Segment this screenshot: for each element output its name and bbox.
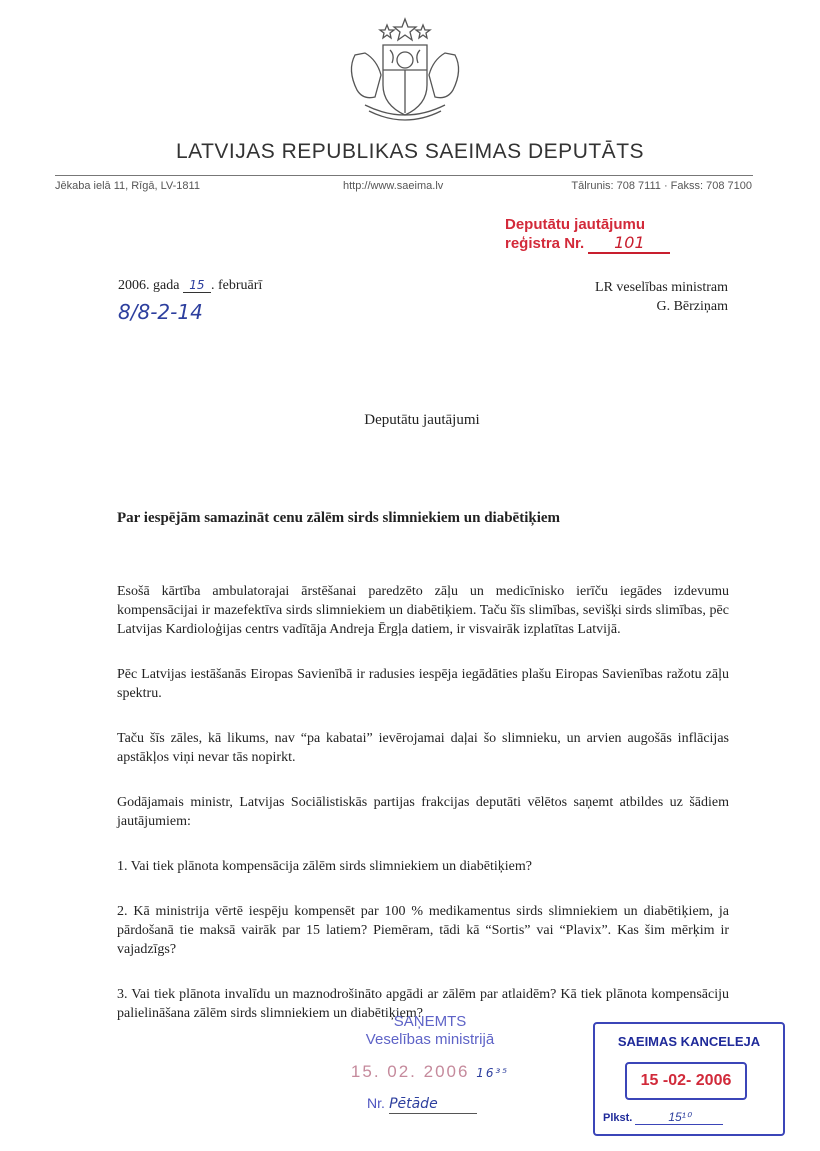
received-stamp-date: 15. 02. 2006: [350, 1062, 470, 1081]
addressee-line1: LR veselības ministram: [595, 280, 728, 295]
paragraph: Godājamais ministr, Latvijas Sociālistiskās partijas frakcijas deputāti vēlētos saņemt atbildes uz šādiem jautājumiem:: [117, 795, 729, 829]
document-subject: Par iespējām samazināt cenu zālēm sirds slimniekiem un diabētiķiem: [117, 510, 561, 526]
registry-line2: reģistra Nr.: [505, 235, 585, 252]
addressee-line2: G. Bērziņam: [656, 299, 728, 314]
received-stamp-nr-row: [345, 1094, 515, 1114]
letterhead-phone-fax: Tālrunis: 708 7111 · Fakss: 708 7100: [571, 180, 752, 192]
question-2: 2. Kā ministrija vērtē iespēju kompensēt par 100 % medikamentus sirds slimniekiem un diabētiķiem, ja pārdošanā tie maksā vairāk par 15 latiem? Piemēram, tādi kā “Sortis” vai “Plavix”. Kas šim mērķim ir vajadzīgs?: [117, 904, 729, 957]
coat-of-arms-emblem: [335, 15, 475, 135]
registry-number: 101: [588, 234, 670, 254]
date-day: 15: [183, 278, 211, 293]
saeima-chancellery-stamp: [593, 1022, 785, 1136]
letter-body: [117, 582, 729, 1049]
received-stamp-nr-value: Pētāde: [389, 1095, 477, 1114]
chancellery-stamp-time-label: Plkst.: [603, 1112, 633, 1124]
chancellery-stamp-time-row: [603, 1110, 723, 1125]
received-stamp-date-row: [345, 1063, 515, 1082]
received-stamp-line1: SAŅEMTS: [393, 1013, 467, 1030]
registry-line2-row: [505, 234, 705, 254]
chancellery-stamp-title: SAEIMAS KANCELEJA: [617, 1034, 761, 1049]
chancellery-stamp-date: 15 -02- 2006: [625, 1062, 747, 1100]
letterhead-title: LATVIJAS REPUBLIKAS SAEIMAS DEPUTĀTS: [175, 140, 645, 163]
question-1: 1. Vai tiek plānota kompensācija zālēm sirds slimniekiem un diabētiķiem?: [117, 859, 532, 874]
chancellery-stamp-time-value: 15¹⁰: [635, 1110, 723, 1125]
letterhead-website: http://www.saeima.lv: [343, 180, 444, 192]
paragraph: Taču šīs zāles, kā likums, nav “pa kabatai” ievērojamai daļai šo slimnieku, un arvien augošās inflācijas apstākļos viņi nevar tās nopirkt.: [117, 731, 729, 765]
letterhead-address: Jēkaba ielā 11, Rīgā, LV-1811: [55, 180, 200, 192]
registry-line1: Deputātu jautājumu: [505, 216, 646, 233]
received-stamp: [345, 1013, 515, 1114]
registry-stamp: [505, 216, 705, 254]
document-heading: Deputātu jautājumi: [364, 412, 480, 428]
addressee: [595, 278, 728, 316]
date-suffix: . februārī: [210, 278, 263, 293]
received-stamp-time: 16³⁵: [476, 1066, 510, 1080]
letterhead-divider: [55, 175, 753, 176]
handwritten-reference: 8/8-2-14: [118, 300, 203, 324]
received-stamp-nr-label: Nr.: [367, 1095, 385, 1111]
paragraph: Pēc Latvijas iestāšanās Eiropas Savienībā ir radusies iespēja iegādāties plašu Eiropas Savienības ražotu zāļu spektru.: [117, 667, 729, 701]
question-3: 3. Vai tiek plānota invalīdu un maznodrošināto apgādi ar zālēm par atlaidēm? Kā tiek plānota kompensāciju palielināšana zālēm sirds slimniekiem un diabētiķiem?: [117, 987, 729, 1021]
received-stamp-line2: Veselības ministrijā: [365, 1031, 495, 1048]
date-prefix: 2006. gada: [118, 278, 180, 293]
letter-date: [118, 278, 262, 294]
paragraph: Esošā kārtība ambulatorajai ārstēšanai paredzēto zāļu un medicīnisko ierīču iegādes izdevumu kompensācijai ir mazefektīva sirds slimniekiem un diabētiķiem. Taču šīs slimības, sevišķi sirds slimības, pēc Latvijas Kardioloģijas centrs vadītāja Andreja Ērgļa datiem, ir visvairāk izplatītas Latvijā.: [117, 584, 729, 637]
